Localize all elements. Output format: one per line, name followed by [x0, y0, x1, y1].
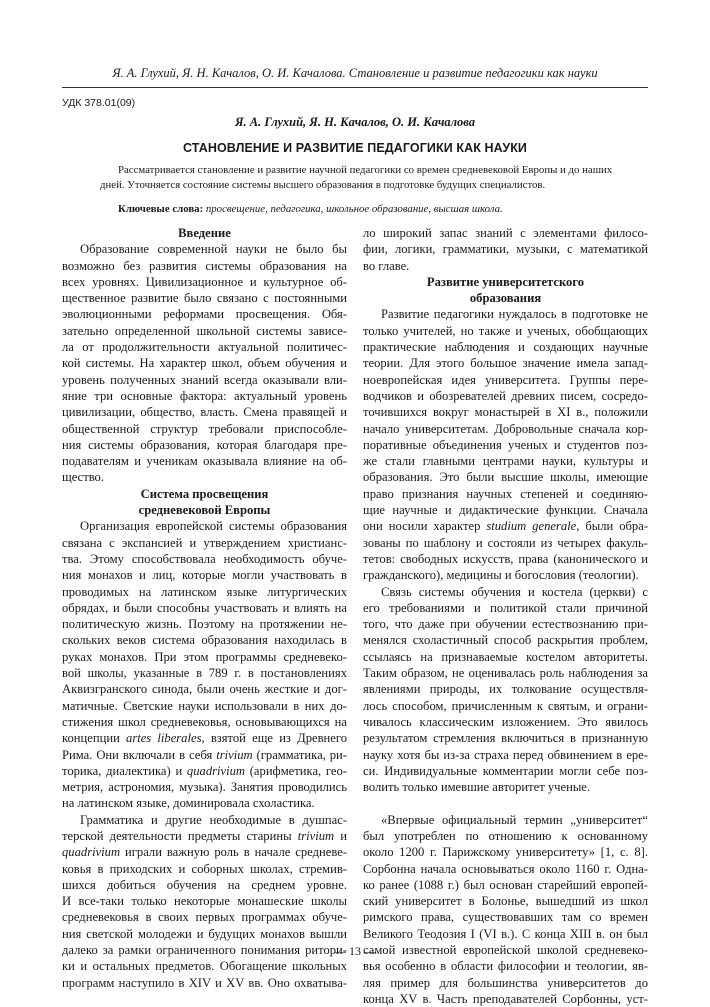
text-line: вой школы, указанные в 789 г. в постановлениях	[62, 666, 347, 681]
text-line: ки и остальных предметов. Обогащение школьных	[62, 959, 347, 974]
text-line: Образование современной науки не было бы	[80, 242, 347, 257]
paragraph-gap	[363, 795, 648, 811]
keywords	[118, 202, 648, 217]
text-line: самой известной европейской школой средневеко-	[363, 943, 648, 958]
text-line: Великого Теодозия I (VI в.). С конца XIII в. он был	[363, 926, 648, 941]
text-line: тва. Этому способствовала необходимость обуче-	[62, 551, 347, 566]
text-line: гражданского), медицины и богословия (теологии).	[363, 568, 639, 583]
text-line: ноевропейская идея университета. Группы пере-	[363, 372, 648, 387]
text-line: Грамматика и другие необходимые в душпас-	[80, 812, 347, 827]
text-line: далеко за рамки ограниченного понимания ритори-	[62, 943, 347, 958]
text-line: проводимых на латинском языке литургических	[62, 584, 347, 599]
text-line: ссылаясь на признаваемые костелом авторитеты.	[363, 649, 648, 664]
section-heading-line: средневековой Европы	[138, 503, 271, 518]
text-line: концепции artes liberales, взятой еще из Древнего	[62, 731, 347, 746]
text-line: уровень полученных знаний всегда оказывали вли-	[62, 372, 347, 387]
page-number: — 13 —	[334, 944, 376, 958]
text-line: эволюционными реформами просвещения. Обя-	[62, 307, 347, 322]
text-line: только учителей, но также и ученых, обобщающих	[363, 323, 648, 338]
text-line: образования. Это были высшие школы, имеющие	[363, 470, 648, 485]
text-line: римского права, существовавших там со времен	[363, 910, 648, 925]
text-line: ко ранее (1088 г.) был основан старейший европей-	[363, 877, 648, 892]
header-rule	[62, 87, 648, 88]
text-line: же стали главными центрами науки, культуры и	[363, 454, 648, 469]
text-line: теории. Для этого большое значение имела запад-	[363, 356, 648, 371]
text-line: его требованиями и политикой стали причиной	[363, 600, 648, 615]
text-line: они носили характер studium generale, были обра-	[363, 519, 648, 534]
text-line: вья особенно в области философии и теологии, яв-	[363, 959, 648, 974]
text-line: результатом стремления включиться в признанную	[363, 731, 648, 746]
text-line: около 1200 г. Парижскому университету» [1, с. 8].	[363, 845, 648, 860]
keywords-label: Ключевые слова:	[118, 203, 204, 215]
text-line: ляя пример для большинства университетов до	[363, 975, 648, 990]
section-heading-line: Система просвещения	[140, 486, 269, 501]
section-heading-line: образования	[469, 291, 542, 306]
text-line: обрядах, и были способны участвовать и влиять на	[62, 600, 347, 615]
text-line: ский университет в Болонье, вышедший из школ	[363, 894, 648, 909]
text-line: метрия, астрономия, музыка). Занятия проводились	[62, 780, 347, 795]
text-line: чивалось классическим изложением. Это явилось	[363, 714, 648, 729]
text-line: Организация европейской системы образования	[80, 519, 347, 534]
text-line: кой системы. На характер школ, объем обучения и	[62, 356, 347, 371]
text-line: связана с экспансией и утверждением христианс-	[62, 535, 347, 550]
text-line: торика, диалектика) и quadrivium (арифметика, гео-	[62, 763, 347, 778]
text-line: был употреблен по отношению к основанному	[363, 828, 648, 843]
text-line: лось способом, причисленным к святым, и ограни-	[363, 698, 648, 713]
text-line: тетов: свободных искусств, права (канонического и	[363, 551, 648, 566]
text-line: возможно без развития системы образования на	[62, 258, 347, 273]
text-line: политическую жизнь. Поэтому на протяжении не-	[62, 617, 347, 632]
text-line: Рима. Они включали в себя trivium (грамматика, ри-	[62, 747, 347, 762]
text-line: водчиков и обозревателей древних писем, сосредо-	[363, 388, 648, 403]
text-line: матичные. Светские науки использовали в них до-	[62, 698, 347, 713]
text-line: Таким образом, не оценивалась роль наблюдения за	[363, 666, 648, 681]
text-line: скольких веков система образования находилась в	[62, 633, 347, 648]
section-heading-line: Введение	[178, 226, 231, 240]
text-line: всех уровнях. Цивилизационное и культурное об-	[62, 274, 347, 289]
text-line: Развитие педагогики нуждалось в подготовке не	[381, 307, 648, 322]
text-line: ло широкий запас знаний с элементами филосо-	[363, 226, 648, 240]
text-line: конца XV в. Часть преподавателей Сорбонны, уст-	[363, 991, 648, 1006]
udc-code: УДК 378.01(09)	[62, 97, 136, 109]
text-line: ния системы образования, которая благодаря пре-	[62, 437, 347, 452]
text-line: quadrivium играли важную роль в начале средневе-	[62, 845, 347, 860]
text-line: щие научные и дидактические функции. Сначала	[363, 503, 648, 518]
abstract-line: дней. Уточняется состояние системы высшего образования в подготовке будущих специалистов.	[100, 178, 546, 191]
text-line: волить только имевшие авторитет ученые.	[363, 780, 591, 795]
abstract	[100, 163, 648, 192]
text-line: ния монахов и лиц, которые могли участвовать в	[62, 568, 347, 583]
text-line: ковья в приходских и соборных школах, стремив-	[62, 861, 347, 876]
text-line: зованы по шаблону и состояли из четырех факуль-	[363, 535, 648, 550]
text-line: программ наступило в XIV и XV вв. Оно охватыва-	[62, 975, 347, 990]
text-line: шихся добиться обучения на среднем уровне.	[62, 877, 347, 892]
section-heading-line: Развитие университетского	[426, 274, 585, 289]
text-line: менялся схоластичный способ раскрытия проблем,	[363, 633, 648, 648]
running-head: Я. А. Глухий, Я. Н. Качалов, О. И. Качалова. Становление и развитие педагогики как науки	[112, 66, 598, 80]
text-line: ла от продолжительности актуальной политичес-	[62, 340, 347, 355]
text-line: щество.	[62, 470, 104, 485]
text-line: Аквизгранского синода, были очень жесткие и дог-	[62, 682, 347, 697]
left-column	[62, 225, 347, 991]
text-line: И все-таки только некоторые монашеские школы	[62, 894, 347, 909]
text-line: яние три основные фактора: актуальный уровень	[62, 388, 347, 403]
text-line: терской деятельности предметы старины trivium и	[62, 828, 347, 843]
text-line: поративные объединения ученых и студентов поз-	[363, 437, 648, 452]
article-authors: Я. А. Глухий, Я. Н. Качалов, О. И. Качалова	[234, 115, 476, 129]
text-line: подавателям и ученикам оказывала влияние на об-	[62, 454, 347, 469]
text-line: средневековья в своих первых программах обуче-	[62, 910, 347, 925]
text-line: фии, логики, грамматики, музыки, с математикой	[363, 242, 648, 257]
right-column	[363, 225, 648, 1007]
article-title: СТАНОВЛЕНИЕ И РАЗВИТИЕ ПЕДАГОГИКИ КАК НАУКИ	[182, 141, 528, 155]
text-line: Сорбонна начала основываться около 1160 г. Одна-	[363, 861, 648, 876]
text-line: начало университетам. Добровольные сначала кор-	[363, 421, 648, 436]
text-line: общественной структур требовали приспособле-	[62, 421, 347, 436]
text-line: ния светской молодежи и будущих монахов вышли	[62, 926, 347, 941]
text-line: цивилизации, общество, власть. Смена правящей и	[62, 405, 347, 420]
text-line: руках монахов. При этом программы средневеко-	[62, 649, 347, 664]
abstract-line: Рассматривается становление и развитие научной педагогики со времен средневековой Европы и до наших	[118, 164, 613, 176]
text-line: на латинском языке, доминировала схоластика.	[62, 796, 315, 811]
text-line: си. Индивидуальные комментарии могли себе поз-	[363, 763, 648, 778]
text-line: стижения школ средневековья, основывающихся на	[62, 714, 347, 729]
keywords-text: просвещение, педагогика, школьное образование, высшая школа.	[205, 203, 503, 215]
text-line: зательно определенной школьной системы зависе-	[62, 323, 347, 338]
text-line: право признания научных степеней и соединяю-	[363, 486, 648, 501]
text-line: практические наблюдения и создающих научные	[363, 340, 648, 355]
text-line: щественное развитие было связано с постоянными	[62, 291, 347, 306]
text-line: науку хотя бы из-за страха перед обвинением в ере-	[363, 747, 648, 762]
text-line: во главе.	[363, 258, 410, 273]
text-line: того, что даже при обучении естествознанию при-	[363, 617, 648, 632]
text-line: Связь системы обучения и костела (церкви) с	[381, 584, 648, 599]
text-line: явлениями природы, их толкование осуществля-	[363, 682, 648, 697]
text-line: точившихся вокруг монастырей в XI в., положили	[363, 405, 648, 420]
text-line: «Впервые официальный термин „университет“	[381, 812, 648, 827]
